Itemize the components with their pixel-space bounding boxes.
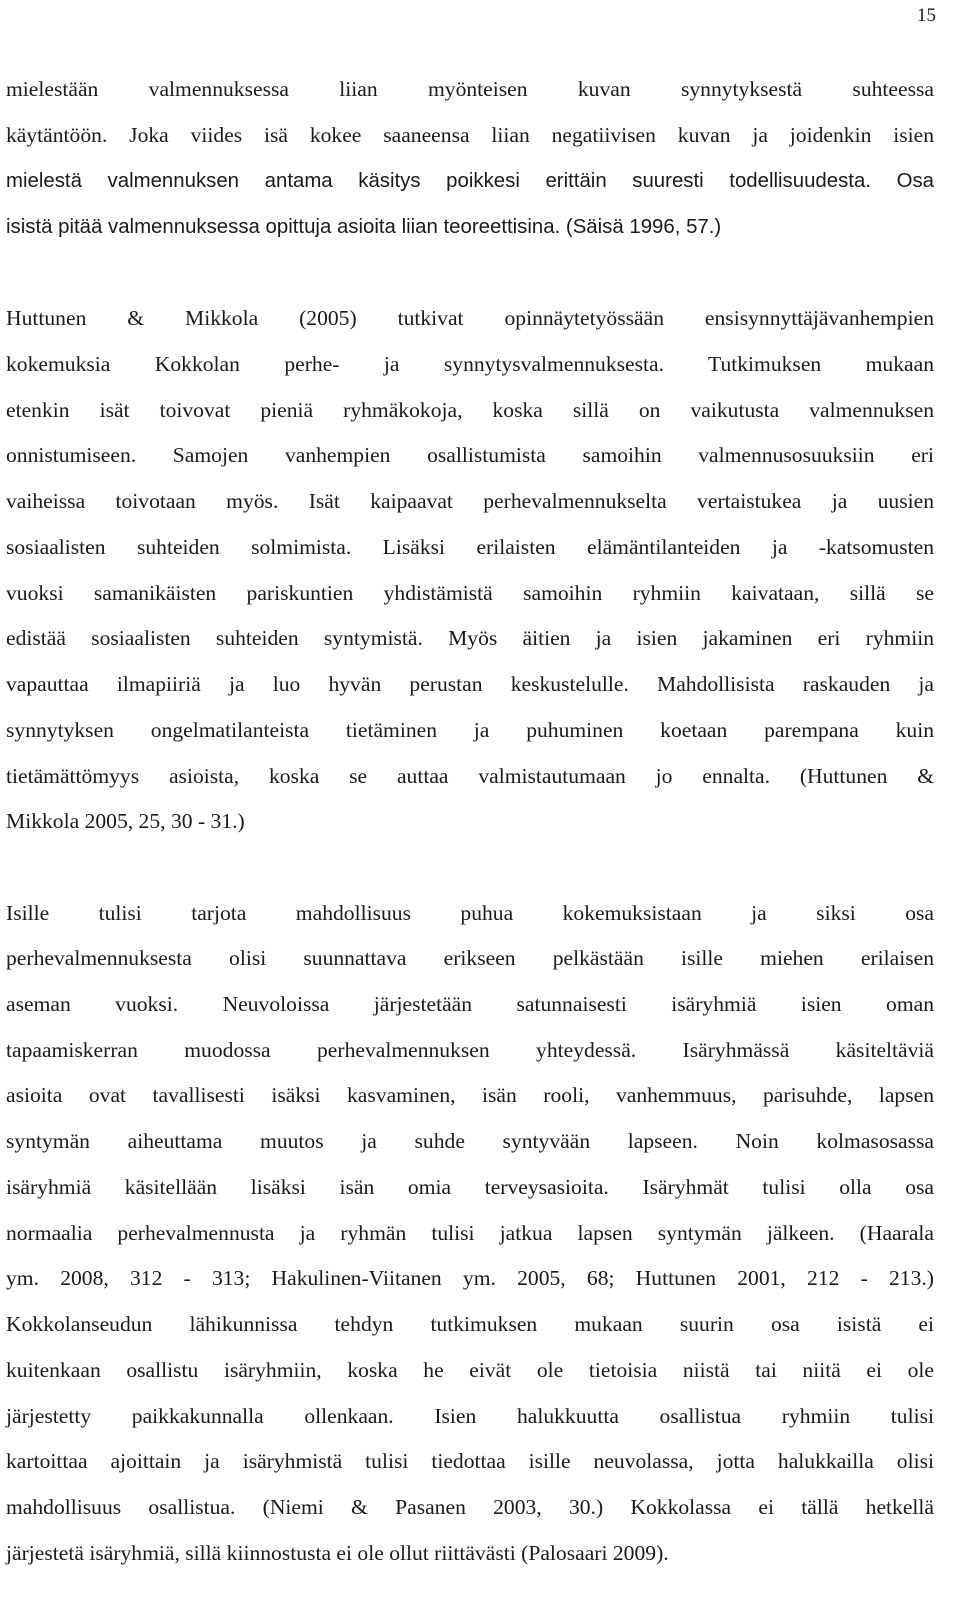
text-line: perhevalmennuksesta olisi suunnattava erikseen pelkästään isille miehen erilaisen bbox=[6, 946, 934, 970]
text-line: aseman vuoksi. Neuvoloissa järjestetään satunnaisesti isäryhmiä isien oman bbox=[6, 992, 934, 1016]
text-line: Huttunen & Mikkola (2005) tutkivat opinnäytetyössään ensisynnyttäjävanhempien bbox=[6, 306, 934, 330]
text-line: onnistumiseen. Samojen vanhempien osallistumista samoihin valmennusosuuksiin eri bbox=[6, 443, 934, 467]
text-line: isistä pitää valmennuksessa opittuja asioita liian teoreettisina. (Säisä 1996, 57.) bbox=[6, 216, 722, 238]
text-line: Kokkolanseudun lähikunnissa tehdyn tutkimuksen mukaan suurin osa isistä ei bbox=[6, 1312, 934, 1336]
text-line: kartoittaa ajoittain ja isäryhmistä tulisi tiedottaa isille neuvolassa, jotta halukkailla olisi bbox=[6, 1449, 934, 1473]
text-line: Mikkola 2005, 25, 30 - 31.) bbox=[6, 809, 245, 833]
text-line: isäryhmiä käsitellään lisäksi isän omia terveysasioita. Isäryhmät tulisi olla osa bbox=[6, 1175, 934, 1199]
text-line: sosiaalisten suhteiden solmimista. Lisäksi erilaisten elämäntilanteiden ja -katsomusten bbox=[6, 535, 934, 559]
page-number: 15 bbox=[917, 5, 936, 26]
text-line: edistää sosiaalisten suhteiden syntymistä. Myös äitien ja isien jakaminen eri ryhmiin bbox=[6, 626, 934, 650]
text-line: kuitenkaan osallistu isäryhmiin, koska he eivät ole tietoisia niistä tai niitä ei ole bbox=[6, 1358, 934, 1382]
text-line: järjestetty paikkakunnalla ollenkaan. Isien halukkuutta osallistua ryhmiin tulisi bbox=[6, 1404, 934, 1428]
text-line: mielestään valmennuksessa liian myönteisen kuvan synnytyksestä suhteessa bbox=[6, 77, 934, 101]
text-line: käytäntöön. Joka viides isä kokee saaneensa liian negatiivisen kuvan ja joidenkin isien bbox=[6, 123, 934, 147]
text-line: vaiheissa toivotaan myös. Isät kaipaavat perhevalmennukselta vertaistukea ja uusien bbox=[6, 489, 934, 513]
text-line: kokemuksia Kokkolan perhe- ja synnytysvalmennuksesta. Tutkimuksen mukaan bbox=[6, 352, 934, 376]
text-line: normaalia perhevalmennusta ja ryhmän tulisi jatkua lapsen syntymän jälkeen. (Haarala bbox=[6, 1221, 934, 1245]
text-line: mahdollisuus osallistua. (Niemi & Pasanen 2003, 30.) Kokkolassa ei tällä hetkellä bbox=[6, 1495, 934, 1519]
text-line: Isille tulisi tarjota mahdollisuus puhua kokemuksistaan ja siksi osa bbox=[6, 901, 934, 925]
text-line: vapauttaa ilmapiiriä ja luo hyvän perustan keskustelulle. Mahdollisista raskauden ja bbox=[6, 672, 934, 696]
text-line: vuoksi samanikäisten pariskuntien yhdistämistä samoihin ryhmiin kaivataan, sillä se bbox=[6, 581, 934, 605]
text-line: syntymän aiheuttama muutos ja suhde syntyvään lapseen. Noin kolmasosassa bbox=[6, 1129, 934, 1153]
text-line: tietämättömyys asioista, koska se auttaa valmistautumaan jo ennalta. (Huttunen & bbox=[6, 764, 934, 788]
text-line: etenkin isät toivovat pieniä ryhmäkokoja, koska sillä on vaikutusta valmennuksen bbox=[6, 398, 934, 422]
text-line: mielestä valmennuksen antama käsitys poikkesi erittäin suuresti todellisuudesta. Osa bbox=[6, 170, 934, 192]
text-line: järjestetä isäryhmiä, sillä kiinnostusta ei ole ollut riittävästi (Palosaari 2009). bbox=[6, 1541, 669, 1565]
text-line: synnytyksen ongelmatilanteista tietäminen ja puhuminen koetaan parempana kuin bbox=[6, 718, 934, 742]
text-line: tapaamiskerran muodossa perhevalmennuksen yhteydessä. Isäryhmässä käsiteltäviä bbox=[6, 1038, 934, 1062]
text-line: ym. 2008, 312 - 313; Hakulinen-Viitanen ym. 2005, 68; Huttunen 2001, 212 - 213.) bbox=[6, 1266, 934, 1290]
text-line: asioita ovat tavallisesti isäksi kasvaminen, isän rooli, vanhemmuus, parisuhde, lapsen bbox=[6, 1083, 934, 1107]
